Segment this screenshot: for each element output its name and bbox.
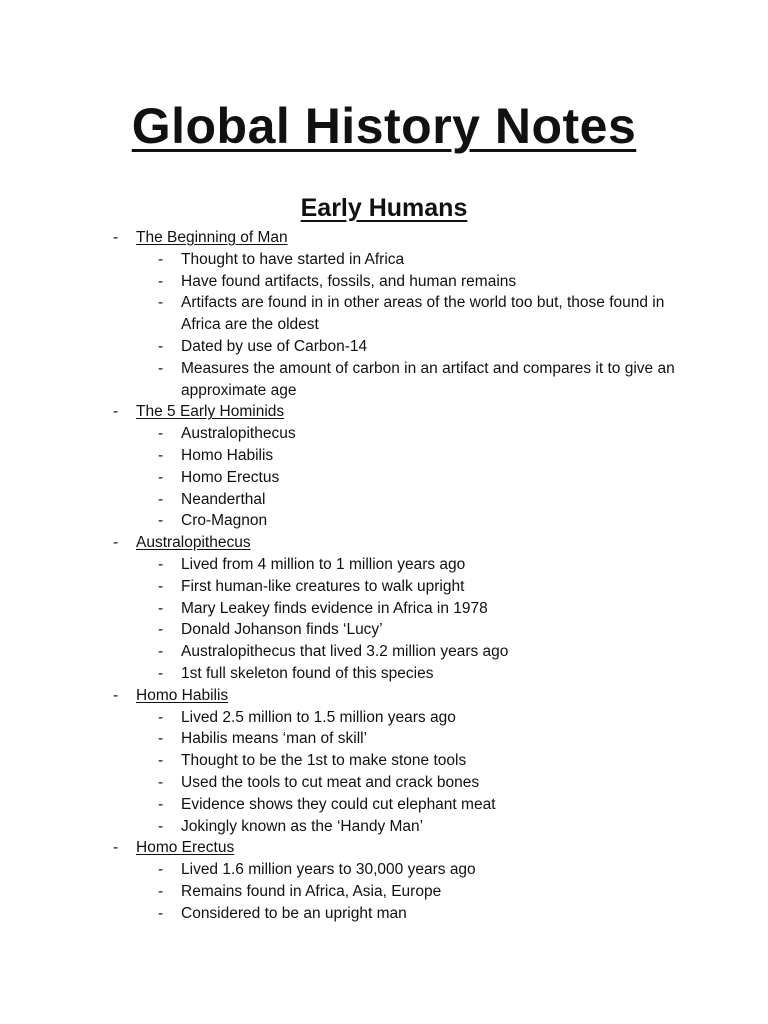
note-bullet-dash: -	[158, 708, 164, 726]
note-item	[0, 336, 768, 358]
note-item	[0, 271, 768, 293]
note-text: Australopithecus	[181, 425, 296, 443]
topic-heading: The Beginning of Man	[136, 229, 288, 246]
notes-outline	[0, 227, 768, 925]
note-bullet-dash: -	[158, 468, 164, 486]
note-item	[0, 598, 768, 620]
note-bullet-dash: -	[158, 861, 164, 879]
note-text: Australopithecus that lived 3.2 million years ago	[181, 643, 509, 661]
note-bullet-dash: -	[158, 250, 164, 268]
note-text: Homo Habilis	[181, 446, 274, 464]
note-text: Donald Johanson finds ‘Lucy’	[181, 621, 383, 639]
note-bullet-dash: -	[158, 795, 164, 813]
note-text: Lived from 4 million to 1 million years ago	[181, 555, 466, 573]
note-text: Measures the amount of carbon in an artifact and compares it to give an approximate age	[181, 359, 675, 399]
note-text: Thought to have started in Africa	[181, 250, 405, 268]
note-bullet-dash: -	[158, 773, 164, 791]
note-item	[0, 510, 768, 532]
note-text: Artifacts are found in in other areas of the world too but, those found in Africa are the oldest	[181, 294, 665, 334]
note-bullet-dash: -	[158, 817, 164, 835]
note-bullet-dash: -	[158, 359, 164, 377]
note-text: Habilis means ‘man of skill’	[181, 730, 368, 748]
note-item	[0, 576, 768, 598]
document-title: Global History Notes	[131, 98, 637, 154]
note-text: 1st full skeleton found of this species	[181, 664, 434, 682]
note-bullet-dash: -	[158, 425, 164, 443]
topic-item	[0, 837, 768, 924]
note-item	[0, 816, 768, 838]
note-text: Jokingly known as the ‘Handy Man’	[181, 817, 424, 835]
note-text: Mary Leakey finds evidence in Africa in 1978	[181, 599, 488, 617]
note-item	[0, 467, 768, 489]
topic-subitems	[0, 554, 768, 685]
note-text: Homo Erectus	[181, 468, 280, 486]
topic-bullet-dash: -	[113, 403, 119, 421]
note-text: Cro-Magnon	[181, 512, 268, 530]
topic-item	[0, 685, 768, 838]
note-text: First human-like creatures to walk upright	[181, 577, 465, 595]
note-item	[0, 554, 768, 576]
note-text: Evidence shows they could cut elephant meat	[181, 795, 496, 813]
topic-subitems	[0, 249, 768, 402]
topic-item	[0, 227, 768, 401]
note-text: Neanderthal	[181, 490, 266, 508]
note-item	[0, 249, 768, 271]
note-item	[0, 707, 768, 729]
note-bullet-dash: -	[158, 752, 164, 770]
note-item	[0, 423, 768, 445]
topic-heading: The 5 Early Hominids	[136, 403, 285, 421]
note-text: Lived 2.5 million to 1.5 million years ago	[181, 708, 456, 726]
topic-subitems	[0, 707, 768, 838]
topic-heading: Homo Habilis	[136, 686, 229, 704]
note-bullet-dash: -	[158, 621, 164, 639]
note-text: Have found artifacts, fossils, and human remains	[181, 272, 517, 290]
note-bullet-dash: -	[158, 512, 164, 530]
note-item	[0, 794, 768, 816]
note-text: Considered to be an upright man	[181, 904, 407, 922]
note-item	[0, 772, 768, 794]
topic-heading: Australopithecus	[136, 534, 251, 552]
note-text: Thought to be the 1st to make stone tools	[181, 752, 467, 770]
note-bullet-dash: -	[158, 555, 164, 573]
note-item	[0, 881, 768, 903]
note-bullet-dash: -	[158, 599, 164, 617]
note-bullet-dash: -	[158, 490, 164, 508]
note-item	[0, 859, 768, 881]
note-bullet-dash: -	[158, 664, 164, 682]
note-bullet-dash: -	[158, 882, 164, 900]
note-bullet-dash: -	[158, 643, 164, 661]
topic-item	[0, 401, 768, 532]
note-item	[0, 641, 768, 663]
note-bullet-dash: -	[158, 446, 164, 464]
note-text: Remains found in Africa, Asia, Europe	[181, 882, 442, 900]
note-item	[0, 292, 768, 336]
note-item	[0, 903, 768, 925]
note-item	[0, 728, 768, 750]
topic-bullet-dash: -	[113, 229, 119, 246]
note-item	[0, 750, 768, 772]
note-item	[0, 619, 768, 641]
note-text: Lived 1.6 million years to 30,000 years ago	[181, 861, 476, 879]
topic-subitems	[0, 859, 768, 924]
note-bullet-dash: -	[158, 730, 164, 748]
note-item	[0, 358, 768, 402]
note-bullet-dash: -	[158, 337, 164, 355]
topic-subitems	[0, 423, 768, 532]
section-title: Early Humans	[300, 194, 468, 222]
note-bullet-dash: -	[158, 577, 164, 595]
note-item	[0, 663, 768, 685]
note-text: Used the tools to cut meat and crack bones	[181, 773, 480, 791]
topic-heading: Homo Erectus	[136, 839, 235, 857]
topic-bullet-dash: -	[113, 839, 119, 857]
topic-bullet-dash: -	[113, 686, 119, 704]
note-bullet-dash: -	[158, 272, 164, 290]
note-item	[0, 489, 768, 511]
topic-item	[0, 532, 768, 685]
note-bullet-dash: -	[158, 904, 164, 922]
note-item	[0, 445, 768, 467]
topic-bullet-dash: -	[113, 534, 119, 552]
note-text: Dated by use of Carbon-14	[181, 337, 368, 355]
note-bullet-dash: -	[158, 294, 164, 312]
